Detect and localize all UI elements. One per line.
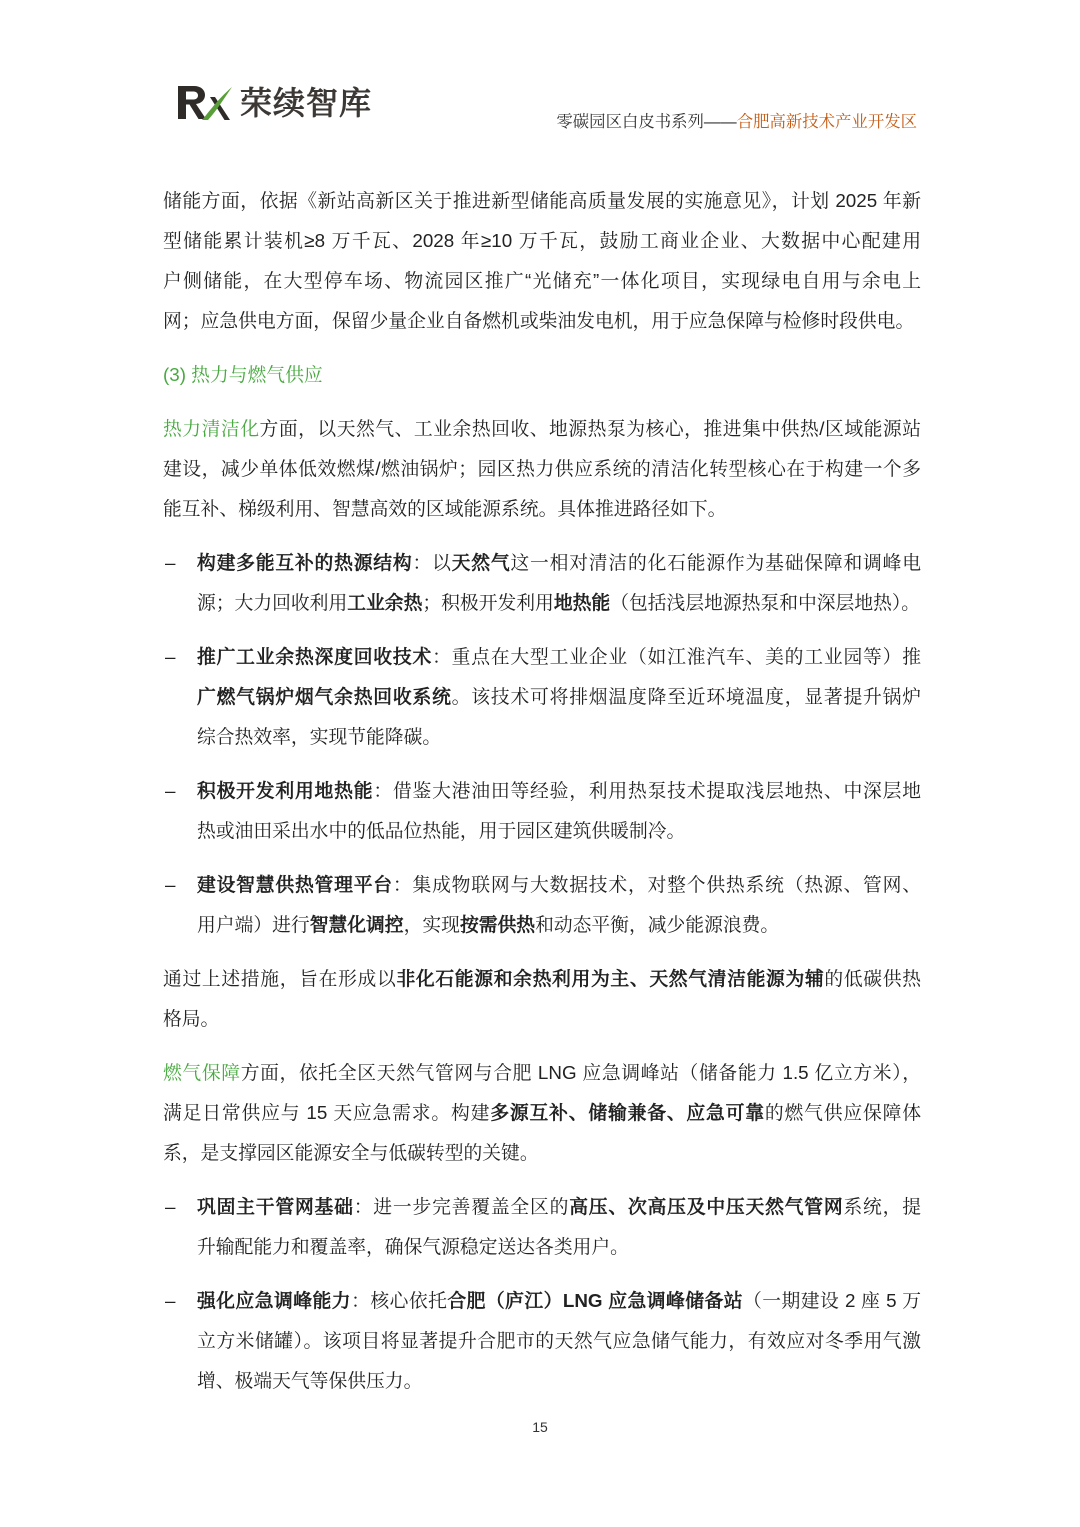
text-line	[197, 865, 921, 905]
text-run: 通过上述措施，旨在形成以	[163, 968, 397, 989]
text-run: 热或油田采出水中的低品位热能，用于园区建筑供暖制冷。	[197, 820, 686, 841]
text-run: 用户端）进行	[197, 914, 310, 935]
bold-keyword: 合肥（庐江）LNG 应急调峰储备站	[447, 1290, 744, 1311]
text-run: 方面，依托全区天然气管网与合肥 LNG 应急调峰站（储备能力 1.5 亿立方米），	[240, 1062, 922, 1083]
text-run: 的低碳供热	[824, 968, 921, 989]
text-line	[197, 905, 921, 945]
text-run: 综合热效率，实现节能降碳。	[197, 726, 442, 747]
bold-keyword: 构建多能互补的热源结构	[197, 552, 413, 573]
bold-keyword: 多源互补、储输兼备、应急可靠	[490, 1102, 765, 1123]
text-run: 增、极端天气等保供压力。	[197, 1370, 423, 1391]
list-item	[163, 1187, 921, 1267]
page-number: 15	[532, 1419, 548, 1435]
text-run: ：核心依托	[351, 1290, 448, 1311]
series-title	[556, 111, 917, 133]
text-line	[163, 489, 921, 529]
bullet-marker: –	[165, 780, 176, 801]
logo-text: 荣续智库	[240, 85, 373, 121]
text-run: 建设，减少单体低效燃煤/燃油锅炉；园区热力供应系统的清洁化转型核心在于构建一个多	[163, 458, 921, 479]
text-line	[197, 1361, 921, 1401]
text-run: 升输配能力和覆盖率，确保气源稳定送达各类用户。	[197, 1236, 629, 1257]
heat-summary-paragraph	[163, 959, 921, 1039]
text-line	[163, 999, 921, 1039]
text-run: 网；应急供电方面，保留少量企业自备燃机或柴油发电机，用于应急保障与检修时段供电。	[163, 310, 915, 331]
text-run: 源；大力回收利用	[197, 592, 348, 613]
bold-keyword: 强化应急调峰能力	[197, 1290, 352, 1311]
text-run: 储能方面，依据《新站高新区关于推进新型储能高质量发展的实施意见》，计划 2025 年新	[163, 190, 921, 211]
text-line	[163, 1093, 921, 1133]
text-line	[163, 221, 921, 261]
text-line	[163, 449, 921, 489]
bold-keyword: 推广工业余热深度回收技术	[197, 646, 433, 667]
list-item	[163, 637, 921, 757]
text-line	[197, 677, 921, 717]
text-line	[197, 1227, 921, 1267]
bullet-marker: –	[165, 552, 176, 573]
text-run: 满足日常供应与 15 天应急需求。构建	[163, 1102, 491, 1123]
rx-logo-icon	[176, 82, 236, 124]
bold-keyword: 巩固主干管网基础	[197, 1196, 354, 1217]
text-line	[197, 1187, 921, 1227]
text-line	[197, 543, 921, 583]
bold-keyword: 非化石能源和余热利用为主、天然气清洁能源为辅	[396, 968, 825, 989]
highlight-term: 热力清洁化	[163, 418, 260, 439]
list-item	[163, 543, 921, 623]
section-heading: (3) 热力与燃气供应	[163, 364, 323, 385]
text-run: ：进一步完善覆盖全区的	[353, 1196, 570, 1217]
bold-keyword: 地热能	[553, 592, 611, 613]
section-heading-block	[163, 355, 921, 395]
text-line	[197, 771, 921, 811]
text-run: ，实现	[403, 914, 460, 935]
text-run: 的燃气供应保障体	[764, 1102, 922, 1123]
bold-keyword: 积极开发利用地热能	[197, 780, 374, 801]
text-run: 格局。	[163, 1008, 220, 1029]
bold-keyword: 天然气	[451, 552, 511, 573]
text-line	[197, 1281, 921, 1321]
bullet-marker: –	[165, 1196, 176, 1217]
text-run: 这一相对清洁的化石能源作为基础保障和调峰电	[510, 552, 922, 573]
page-body	[163, 181, 921, 1415]
text-run: ：集成物联网与大数据技术，对整个供热系统（热源、管网、	[392, 874, 922, 895]
bullet-marker: –	[165, 646, 176, 667]
text-line	[197, 583, 921, 623]
bold-keyword: 按需供热	[459, 914, 536, 935]
text-run: 和动态平衡，减少能源浪费。	[535, 914, 780, 935]
heat-paragraph	[163, 409, 921, 529]
text-run: ；积极开发利用	[422, 592, 554, 613]
text-run: 系统，提	[843, 1196, 922, 1217]
text-run: 。该技术可将排烟温度降至近环境温度，显著提升锅炉	[451, 686, 922, 707]
text-run: ：以	[412, 552, 452, 573]
highlight-term: 燃气保障	[163, 1062, 241, 1083]
bullet-marker: –	[165, 1290, 176, 1311]
text-run: 方面，以天然气、工业余热回收、地源热泵为核心，推进集中供热/区域能源站	[259, 418, 922, 439]
bold-keyword: 智慧化调控	[309, 914, 404, 935]
text-run: 型储能累计装机≥8 万千瓦、2028 年≥10 万千瓦，鼓励工商业企业、大数据中心配建用	[163, 230, 921, 251]
bullet-marker: –	[165, 874, 176, 895]
text-run: 系，是支撑园区能源安全与低碳转型的关键。	[163, 1142, 539, 1163]
text-run: ：重点在大型工业企业（如江淮汽车、美的工业园等）推	[432, 646, 922, 667]
list-item	[163, 771, 921, 851]
text-line	[197, 811, 921, 851]
bold-keyword: 广燃气锅炉烟气余热回收系统	[197, 686, 452, 707]
storage-paragraph	[163, 181, 921, 341]
text-line	[197, 1321, 921, 1361]
text-run: 立方米储罐）。该项目将显著提升合肥市的天然气应急储气能力，有效应对冬季用气激	[197, 1330, 921, 1351]
gas-paragraph	[163, 1053, 921, 1173]
text-run: 户侧储能，在大型停车场、物流园区推广“光储充”一体化项目，实现绿电自用与余电上	[163, 270, 921, 291]
text-line	[163, 1133, 921, 1173]
bold-keyword: 建设智慧供热管理平台	[197, 874, 393, 895]
text-line	[163, 1053, 921, 1093]
text-run: ：借鉴大港油田等经验，利用热泵技术提取浅层地热、中深层地	[373, 780, 922, 801]
text-line	[163, 959, 921, 999]
bold-keyword: 高压、次高压及中压天然气管网	[569, 1196, 844, 1217]
text-line	[197, 637, 921, 677]
text-run: 能互补、梯级利用、智慧高效的区域能源系统。具体推进路径如下。	[163, 498, 727, 519]
text-line	[163, 409, 921, 449]
text-line	[163, 261, 921, 301]
list-item	[163, 865, 921, 945]
text-run: （一期建设 2 座 5 万	[743, 1290, 922, 1311]
series-name: 零碳园区白皮书系列——	[556, 113, 737, 131]
text-run: （包括浅层地源热泵和中深层地热）。	[610, 592, 921, 613]
bold-keyword: 工业余热	[347, 592, 423, 613]
text-line	[163, 181, 921, 221]
series-subject: 合肥高新技术产业开发区	[736, 113, 917, 131]
text-line	[163, 301, 921, 341]
text-line	[197, 717, 921, 757]
list-item	[163, 1281, 921, 1401]
